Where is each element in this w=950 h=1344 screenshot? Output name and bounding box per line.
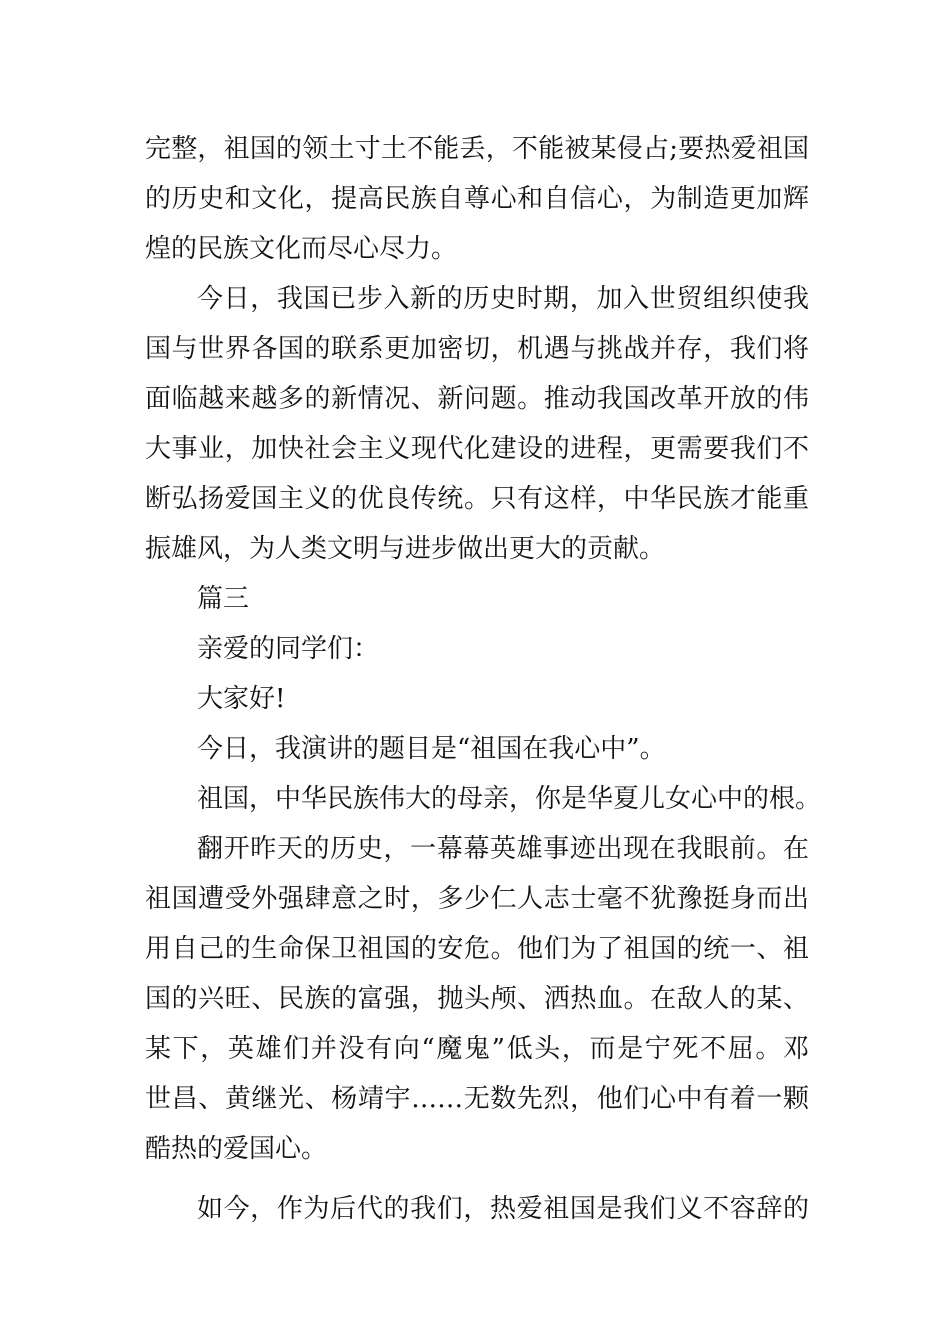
paragraph-first-line: 今日，我演讲的题目是“祖国在我心中”。 xyxy=(197,734,666,764)
paragraph-first-line: 今日，我国已步入新的历史时期，加入世贸组织使我 xyxy=(197,284,809,314)
text-line: 大事业，加快社会主义现代化建设的进程，更需要我们不 xyxy=(145,434,809,464)
text-line: 某下，英雄们并没有向“魔鬼”低头，而是宁死不屈。邓 xyxy=(145,1034,809,1064)
text-line: 用自己的生命保卫祖国的安危。他们为了祖国的统一、祖 xyxy=(145,934,809,964)
text-line: 世昌、黄继光、杨靖宇……无数先烈，他们心中有着一颗 xyxy=(145,1084,809,1114)
text-line: 断弘扬爱国主义的优良传统。只有这样，中华民族才能重 xyxy=(145,484,809,514)
text-line: 振雄风，为人类文明与进步做出更大的贡献。 xyxy=(145,534,666,564)
text-line: 的历史和文化，提高民族自尊心和自信心，为制造更加辉 xyxy=(145,184,809,214)
paragraph-first-line: 如今，作为后代的我们，热爱祖国是我们义不容辞的 xyxy=(197,1194,809,1224)
section-heading: 篇三 xyxy=(197,584,250,614)
paragraph-first-line: 祖国，中华民族伟大的母亲，你是华夏儿女心中的根。 xyxy=(197,784,822,814)
text-line: 祖国遭受外强肆意之时，多少仁人志士毫不犹豫挺身而出 xyxy=(145,884,809,914)
salutation: 亲爱的同学们： xyxy=(197,634,380,664)
text-line: 煌的民族文化而尽心尽力。 xyxy=(145,234,458,264)
text-line: 面临越来越多的新情况、新问题。推动我国改革开放的伟 xyxy=(145,384,809,414)
text-line: 国与世界各国的联系更加密切，机遇与挑战并存，我们将 xyxy=(145,334,809,364)
greeting: 大家好! xyxy=(197,684,286,714)
text-line: 完整，祖国的领土寸土不能丢，不能被某侵占;要热爱祖国 xyxy=(145,134,809,164)
paragraph-first-line: 翻开昨天的历史，一幕幕英雄事迹出现在我眼前。在 xyxy=(197,834,809,864)
text-line: 酷热的爱国心。 xyxy=(145,1134,328,1164)
text-line: 国的兴旺、民族的富强，抛头颅、洒热血。在敌人的某、 xyxy=(145,984,809,1014)
